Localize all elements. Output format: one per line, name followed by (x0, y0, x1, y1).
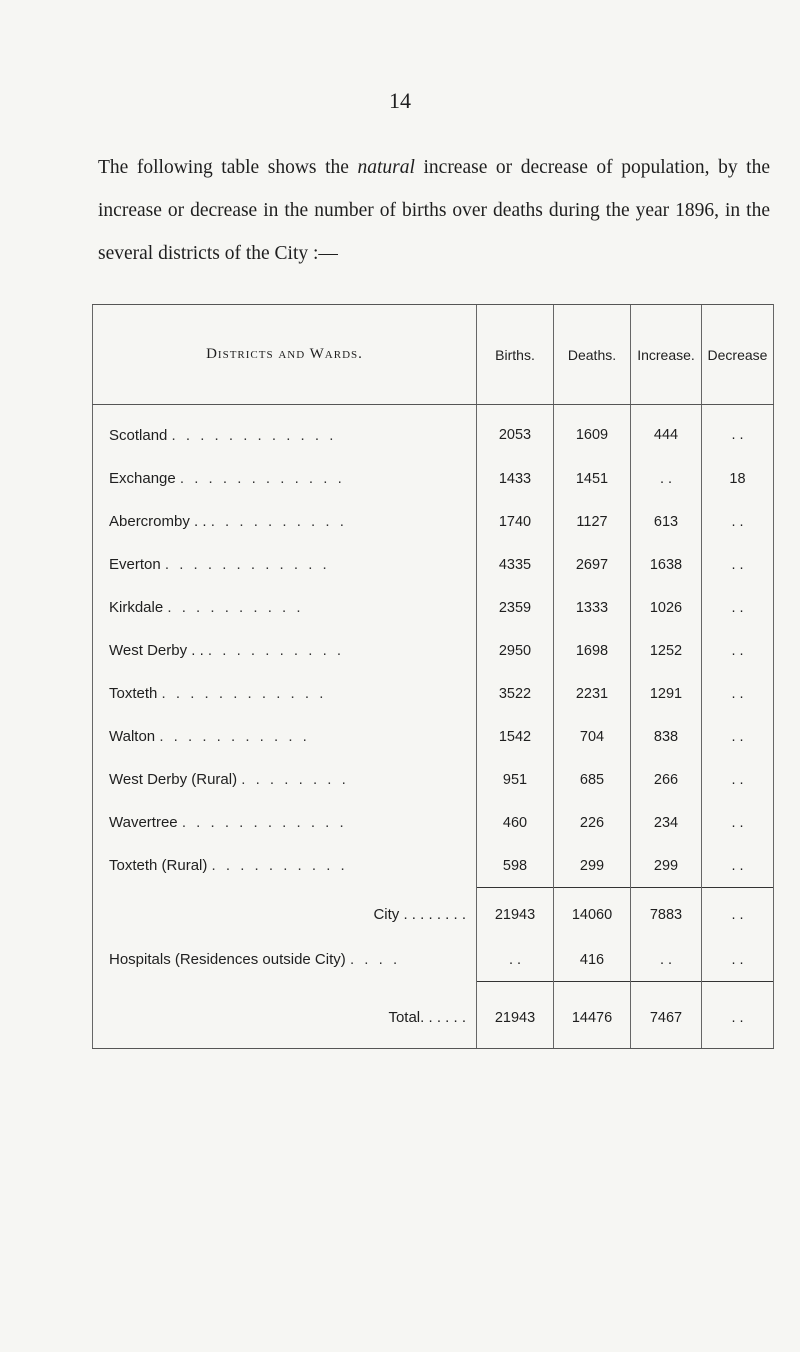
births-cell: 1433 (477, 457, 554, 500)
births-cell: . . (477, 938, 554, 982)
increase-cell: 299 (631, 844, 702, 888)
leader-dots: . . . . . . . . . . (211, 857, 348, 875)
leader-dots: . . . . . . . . . . . . (164, 556, 330, 573)
deaths-cell: 299 (554, 844, 631, 888)
leader-dots: . . . . . . . . (241, 771, 349, 788)
table-row (93, 500, 774, 543)
decrease-cell: . . (702, 982, 774, 1049)
header-decrease: Decrease (702, 305, 774, 405)
deaths-cell: 2231 (554, 672, 631, 715)
increase-cell: . . (631, 938, 702, 982)
decrease-cell: . . (702, 543, 774, 586)
births-cell: 2359 (477, 586, 554, 629)
births-cell: 4335 (477, 543, 554, 586)
district-name: Walton (109, 728, 156, 745)
leader-dots: . . . . (436, 1009, 466, 1027)
births-cell: 460 (477, 801, 554, 844)
births-cell: 2950 (477, 629, 554, 672)
births-cell: 951 (477, 758, 554, 801)
births-cell: 21943 (477, 982, 554, 1049)
increase-cell: 266 (631, 758, 702, 801)
district-name: City . . (373, 906, 416, 924)
deaths-cell: 1451 (554, 457, 631, 500)
table-row (93, 586, 774, 629)
births-cell: 2053 (477, 405, 554, 458)
decrease-cell: . . (702, 405, 774, 458)
table-row (93, 938, 774, 982)
district-name: Abercromby . . (109, 513, 207, 530)
table-row (93, 543, 774, 586)
deaths-cell: 226 (554, 801, 631, 844)
increase-cell: 234 (631, 801, 702, 844)
district-name-cell (93, 982, 477, 1049)
district-name-cell (93, 844, 477, 888)
increase-cell: 1638 (631, 543, 702, 586)
births-cell: 3522 (477, 672, 554, 715)
deaths-cell: 1127 (554, 500, 631, 543)
table-row (93, 982, 774, 1049)
table-row (93, 888, 774, 939)
leader-dots: . . . . . . . . . . . . (171, 426, 337, 444)
table-row (93, 715, 774, 758)
header-births: Births. (477, 305, 554, 405)
district-name: West Derby (Rural) (109, 771, 238, 788)
decrease-cell: . . (702, 938, 774, 982)
district-name-cell (93, 672, 477, 715)
increase-cell: 1026 (631, 586, 702, 629)
births-cell: 1542 (477, 715, 554, 758)
district-name-cell (93, 801, 477, 844)
district-name: West Derby . . (109, 642, 204, 659)
district-name: Scotland (109, 426, 168, 444)
increase-cell: 838 (631, 715, 702, 758)
district-name-cell (93, 938, 477, 982)
decrease-cell: . . (702, 500, 774, 543)
births-cell: 1740 (477, 500, 554, 543)
leader-dots: . . . . . . . . . . . (159, 728, 310, 745)
intro-text-end: increase or decrease of population, by the increase or decrease in the number of births over deaths during the year 1896, in the several districts of the City :— (98, 157, 770, 264)
increase-cell: 7883 (631, 888, 702, 939)
table-row (93, 405, 774, 458)
increase-cell: . . (631, 457, 702, 500)
leader-dots: . . . . . . . . . . (167, 599, 304, 616)
district-name: Toxteth (Rural) (109, 857, 208, 875)
district-name-cell (93, 457, 477, 500)
increase-cell: 613 (631, 500, 702, 543)
deaths-cell: 704 (554, 715, 631, 758)
intro-emphasis: natural (357, 157, 415, 178)
decrease-cell: . . (702, 672, 774, 715)
increase-cell: 444 (631, 405, 702, 458)
table-body (93, 405, 774, 1049)
district-name: Everton (109, 556, 161, 573)
district-name: Total. . (388, 1009, 433, 1027)
leader-dots: . . . . . . . . . . (210, 513, 347, 530)
leader-dots: . . . . . . . . . . . . (179, 470, 345, 487)
district-name: Wavertree (109, 814, 178, 831)
decrease-cell: . . (702, 844, 774, 888)
header-increase: Increase. (631, 305, 702, 405)
table-row (93, 801, 774, 844)
district-name-cell (93, 715, 477, 758)
decrease-cell: . . (702, 888, 774, 939)
decrease-cell: . . (702, 758, 774, 801)
decrease-cell: . . (702, 715, 774, 758)
district-name: Toxteth (109, 685, 158, 702)
district-name-cell (93, 543, 477, 586)
table-row (93, 844, 774, 888)
table-row (93, 457, 774, 500)
deaths-cell: 1609 (554, 405, 631, 458)
intro-paragraph (98, 146, 770, 275)
leader-dots: . . . . (349, 951, 401, 969)
increase-cell: 1291 (631, 672, 702, 715)
deaths-cell: 14476 (554, 982, 631, 1049)
header-deaths: Deaths. (554, 305, 631, 405)
page-number: 14 (389, 88, 411, 113)
increase-cell: 1252 (631, 629, 702, 672)
leader-dots: . . . . . . . . . . . . (181, 814, 347, 831)
table-row (93, 758, 774, 801)
district-name: Hospitals (Residences outside City) (109, 951, 346, 969)
deaths-cell: 1698 (554, 629, 631, 672)
table-row (93, 672, 774, 715)
deaths-cell: 14060 (554, 888, 631, 939)
births-cell: 598 (477, 844, 554, 888)
district-name: Kirkdale (109, 599, 164, 616)
decrease-cell: . . (702, 801, 774, 844)
decrease-cell: . . (702, 629, 774, 672)
deaths-cell: 2697 (554, 543, 631, 586)
increase-cell: 7467 (631, 982, 702, 1049)
leader-dots: . . . . . . (420, 906, 466, 924)
births-cell: 21943 (477, 888, 554, 939)
district-name-cell (93, 500, 477, 543)
deaths-cell: 1333 (554, 586, 631, 629)
leader-dots: . . . . . . . . . . (207, 642, 345, 659)
header-districts: Districts and Wards. (93, 305, 477, 405)
district-name-cell (93, 405, 477, 458)
leader-dots: . . . . . . . . . . . . (161, 685, 327, 702)
decrease-cell: . . (702, 586, 774, 629)
deaths-cell: 685 (554, 758, 631, 801)
district-name: Exchange (109, 470, 176, 487)
district-name-cell (93, 629, 477, 672)
table-row (93, 629, 774, 672)
district-name-cell (93, 888, 477, 939)
decrease-cell: 18 (702, 457, 774, 500)
district-name-cell (93, 586, 477, 629)
intro-text-start: The following table shows the (98, 157, 358, 178)
district-name-cell (93, 758, 477, 801)
deaths-cell: 416 (554, 938, 631, 982)
population-table (92, 304, 774, 1049)
